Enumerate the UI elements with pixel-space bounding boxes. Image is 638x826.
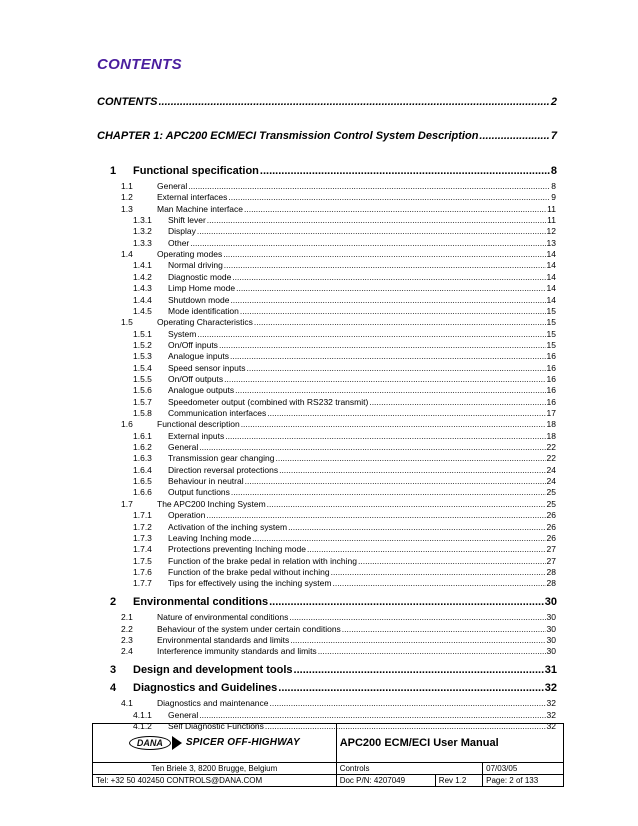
- toc-entry-label: Diagnostic mode: [168, 271, 232, 282]
- toc-entry-label: Nature of environmental conditions: [157, 612, 289, 623]
- toc-leader-dots: [199, 442, 545, 452]
- toc-entry[interactable]: [133, 260, 556, 270]
- toc-entry-label: Protections preventing Inching mode: [168, 544, 306, 555]
- toc-leader-dots: [342, 624, 546, 634]
- toc-entry[interactable]: [133, 215, 556, 225]
- toc-entry-page: 25: [546, 487, 556, 498]
- toc-entry-label: Operation: [168, 510, 206, 521]
- toc-entry-page: 26: [546, 510, 556, 521]
- toc-leader-dots: [318, 646, 546, 656]
- toc-entry[interactable]: [133, 295, 556, 305]
- toc-entry[interactable]: [121, 317, 556, 327]
- toc-leader-dots: [224, 374, 545, 384]
- toc-entry-number: 2.4: [121, 646, 133, 657]
- toc-entry-page: 16: [546, 385, 556, 396]
- toc-entry-number: 1.4: [121, 249, 133, 260]
- toc-entry[interactable]: [133, 238, 556, 248]
- toc-entry[interactable]: [121, 419, 556, 429]
- toc-leader-dots: [228, 192, 550, 202]
- toc-entry-number: 1.3.2: [133, 226, 152, 237]
- toc-entry-page: 27: [546, 544, 556, 555]
- toc-entry[interactable]: [121, 635, 556, 645]
- toc-entry-page: 28: [546, 578, 556, 589]
- toc-entry-page: 15: [546, 317, 556, 328]
- toc-entry-page: 14: [546, 260, 556, 271]
- toc-entry-page: 30: [546, 612, 556, 623]
- toc-entry-page: 24: [546, 464, 556, 475]
- toc-leader-dots: [267, 499, 546, 509]
- toc-entry-label: Interference immunity standards and limits: [157, 646, 317, 657]
- toc-leader-dots: [289, 612, 545, 622]
- toc-entry[interactable]: [121, 698, 556, 708]
- toc-entry-label: Transmission gear changing: [168, 453, 275, 464]
- toc-entry-number: 1.6: [121, 419, 133, 430]
- toc-leader-dots: [190, 238, 545, 248]
- toc-entry-label: Behaviour of the system under certain conditions: [157, 623, 341, 634]
- toc-entry-number: 1.5.7: [133, 396, 152, 407]
- toc-entry-page: 18: [546, 419, 556, 430]
- toc-entry[interactable]: [133, 578, 556, 588]
- toc-entry-page: 30: [546, 623, 556, 634]
- toc-leader-dots: [230, 351, 546, 361]
- toc-leader-dots: [245, 476, 546, 486]
- toc-entry-label: Other: [168, 237, 190, 248]
- toc-entry-page: 7: [550, 130, 557, 142]
- toc-entry-label: External inputs: [168, 430, 225, 441]
- logo-cell: [93, 724, 337, 763]
- toc-entry-page: 18: [546, 430, 556, 441]
- toc-entry-number: 1.7: [121, 498, 133, 509]
- toc-entry-number: 1.5.2: [133, 339, 152, 350]
- toc-entry-page: 8: [551, 181, 556, 191]
- toc-leader-dots: [290, 635, 545, 645]
- toc-entry-page: 14: [546, 271, 556, 282]
- toc-entry-number: 1.6.6: [133, 487, 152, 498]
- toc-entry-number: 1.6.1: [133, 430, 152, 441]
- toc-entry-label: Function of the brake pedal in relation with inching: [168, 555, 358, 566]
- toc-leader-dots: [235, 385, 545, 395]
- toc-leader-dots: [236, 283, 545, 293]
- toc-entry-page: 14: [546, 294, 556, 305]
- toc-entry-number: 4.1.2: [133, 721, 152, 731]
- toc-entry-page: 32: [544, 682, 557, 695]
- toc-entry-number: 1.7.6: [133, 566, 152, 577]
- toc-entry-page: 32: [546, 698, 556, 709]
- toc-entry-number: 1.5.5: [133, 373, 152, 384]
- toc-leader-dots: [240, 306, 546, 316]
- toc-leader-dots: [269, 596, 544, 608]
- toc-entry-number: 1.6.4: [133, 464, 152, 475]
- toc-leader-dots: [307, 544, 546, 554]
- toc-entry-label: General: [168, 709, 199, 720]
- toc-entry-label: Speed sensor inputs: [168, 362, 246, 373]
- toc-entry-number: 1.7.2: [133, 521, 152, 532]
- toc-entry-label: The APC200 Inching System: [157, 498, 266, 509]
- toc-entry-number: 1.5.8: [133, 408, 152, 418]
- toc-entry-label: Function of the brake pedal without inching: [168, 566, 330, 577]
- toc-entry-number: 2.2: [121, 623, 133, 634]
- toc-entry-label: Operating modes: [157, 249, 223, 260]
- toc-entry-page: 9: [551, 192, 556, 203]
- toc-leader-dots: [332, 578, 545, 588]
- toc-entry[interactable]: [133, 453, 556, 463]
- toc-entry-page: 30: [544, 596, 557, 609]
- page-footer: [92, 723, 564, 787]
- toc-leader-dots: [206, 510, 545, 520]
- toc-entry[interactable]: [133, 556, 556, 566]
- toc-entry-page: 8: [550, 165, 557, 177]
- toc-entry-number: 1: [110, 165, 117, 177]
- toc-entry-number: 1.4.5: [133, 305, 152, 316]
- toc-entry-label: Functional specification: [133, 165, 259, 177]
- toc-leader-dots: [197, 329, 545, 339]
- toc-entry-page: 24: [546, 476, 556, 487]
- toc-entry[interactable]: [97, 130, 557, 142]
- toc-entry-label: On/Off inputs: [168, 339, 218, 350]
- address: Ten Briele 3, 8200 Brugge, Belgium: [93, 762, 337, 774]
- revision: Rev 1.2: [435, 774, 482, 786]
- toc-entry-label: CONTENTS: [97, 96, 158, 108]
- toc-leader-dots: [479, 130, 549, 142]
- toc-entry-page: 11: [547, 215, 556, 226]
- toc-entry[interactable]: [121, 646, 556, 656]
- toc-leader-dots: [294, 664, 544, 676]
- toc-entry-number: 1.5: [121, 317, 133, 328]
- toc-entry[interactable]: [133, 476, 556, 486]
- toc-leader-dots: [369, 397, 545, 407]
- toc-entry-page: 25: [546, 498, 556, 509]
- manual-title-cell: [336, 724, 563, 763]
- toc-entry[interactable]: [121, 204, 556, 214]
- toc-leader-dots: [331, 567, 546, 577]
- toc-leader-dots: [224, 260, 546, 270]
- toc-entry-number: 3: [110, 664, 117, 677]
- toc-entry-label: System: [168, 328, 197, 339]
- toc-entry-number: 1.5.4: [133, 362, 152, 373]
- toc-entry-number: 1.4.1: [133, 260, 152, 271]
- toc-leader-dots: [358, 556, 546, 566]
- toc-entry-number: 1.2: [121, 192, 133, 203]
- toc-leader-dots: [199, 710, 545, 720]
- toc-entry-page: 14: [546, 249, 556, 260]
- toc-entry-number: 1.6.3: [133, 453, 152, 464]
- toc-entry-label: Tips for effectively using the inching system: [168, 578, 332, 589]
- toc-entry-page: 22: [546, 453, 556, 464]
- toc-leader-dots: [159, 96, 550, 108]
- toc-entry-label: Communication interfaces: [168, 408, 267, 418]
- toc-entry-page: 16: [546, 373, 556, 384]
- toc-leader-dots: [241, 419, 546, 429]
- toc-entry[interactable]: [133, 226, 556, 236]
- toc-entry-number: 4: [110, 682, 117, 695]
- toc-entry-page: 2: [550, 96, 557, 108]
- toc-entry[interactable]: [121, 499, 556, 509]
- toc-leader-dots: [275, 453, 545, 463]
- toc-entry-page: 31: [544, 664, 557, 677]
- toc-entry-label: Normal driving: [168, 260, 223, 271]
- toc-entry-label: Man Machine interface: [157, 203, 243, 214]
- toc-entry[interactable]: [110, 165, 557, 177]
- toc-entry[interactable]: [133, 272, 556, 282]
- toc-entry-number: 1.6.5: [133, 476, 152, 487]
- toc-entry-page: 32: [546, 709, 556, 720]
- toc-entry-number: 1.7.1: [133, 510, 152, 521]
- contents-heading: CONTENTS: [97, 56, 182, 73]
- toc-leader-dots: [207, 215, 546, 225]
- manual-title: APC200 ECM/ECI User Manual: [339, 736, 499, 749]
- toc-entry-page: 26: [546, 521, 556, 532]
- toc-entry-page: 17: [546, 408, 556, 418]
- toc-entry-label: Design and development tools: [133, 664, 293, 677]
- toc-entry-label: Diagnostics and maintenance: [157, 698, 269, 709]
- toc-entry-label: Limp Home mode: [168, 283, 236, 294]
- toc-entry-label: General: [157, 181, 188, 191]
- toc-entry-number: 1.5.3: [133, 351, 152, 362]
- toc-entry-page: 15: [546, 305, 556, 316]
- toc-entry-number: 1.7.4: [133, 544, 152, 555]
- toc-entry-page: 27: [546, 555, 556, 566]
- toc-entry-label: Leaving Inching mode: [168, 532, 252, 543]
- toc-entry-label: Output functions: [168, 487, 230, 498]
- toc-entry-number: 1.4.2: [133, 271, 152, 282]
- toc-entry-page: 11: [547, 203, 556, 214]
- toc-entry[interactable]: [133, 385, 556, 395]
- toc-entry-page: 26: [546, 532, 556, 543]
- toc-leader-dots: [232, 272, 545, 282]
- toc-entry-number: 1.5.6: [133, 385, 152, 396]
- toc-entry[interactable]: [121, 249, 556, 259]
- toc-entry-number: 1.1: [121, 181, 133, 191]
- toc-entry-number: 4.1.1: [133, 709, 152, 720]
- toc-entry-page: 30: [546, 646, 556, 657]
- toc-leader-dots: [278, 682, 543, 694]
- toc-entry-number: 1.4.4: [133, 294, 152, 305]
- toc-entry[interactable]: [110, 664, 557, 676]
- toc-entry-page: 16: [546, 351, 556, 362]
- toc-entry-number: 1.4.3: [133, 283, 152, 294]
- toc-entry[interactable]: [110, 596, 557, 608]
- toc-entry[interactable]: [133, 329, 556, 339]
- spicer-logo-text: SPICER OFF-HIGHWAY: [185, 737, 300, 749]
- toc-entry-label: Diagnostics and Guidelines: [133, 682, 278, 695]
- toc-entry[interactable]: [133, 374, 556, 384]
- toc-entry[interactable]: [97, 96, 557, 108]
- toc-entry-number: 1.7.5: [133, 555, 152, 566]
- page-number: Page: 2 of 133: [483, 774, 564, 786]
- toc-entry[interactable]: [121, 181, 556, 191]
- toc-entry[interactable]: [110, 682, 557, 694]
- toc-entry-label: CHAPTER 1: APC200 ECM/ECI Transmission Control System Description: [97, 130, 479, 142]
- toc-entry-number: 2.1: [121, 612, 133, 623]
- toc-entry[interactable]: [133, 510, 556, 520]
- toc-entry-page: 15: [546, 339, 556, 350]
- toc-entry-number: 1.5.1: [133, 328, 152, 339]
- toc-entry[interactable]: [133, 363, 556, 373]
- toc-entry[interactable]: [133, 487, 556, 497]
- dana-spicer-logo: [129, 736, 300, 750]
- toc-entry-page: 15: [546, 328, 556, 339]
- toc-entry[interactable]: [133, 442, 556, 452]
- toc-entry-label: Functional description: [157, 419, 240, 430]
- toc-entry[interactable]: [121, 624, 556, 634]
- toc-entry[interactable]: [133, 567, 556, 577]
- toc-leader-dots: [260, 165, 550, 177]
- toc-entry-page: 13: [546, 237, 556, 248]
- toc-leader-dots: [247, 363, 546, 373]
- toc-entry-page: 28: [546, 566, 556, 577]
- toc-leader-dots: [197, 226, 546, 236]
- toc-entry[interactable]: [133, 397, 556, 407]
- toc-entry-number: 1.7.3: [133, 532, 152, 543]
- toc-entry-number: 2: [110, 596, 117, 609]
- toc-entry-label: Environmental standards and limits: [157, 634, 290, 645]
- toc-entry-label: General: [168, 442, 199, 453]
- toc-entry-label: Shift lever: [168, 215, 206, 226]
- toc-entry-label: On/Off outputs: [168, 373, 224, 384]
- toc-leader-dots: [219, 340, 546, 350]
- toc-entry[interactable]: [121, 192, 556, 202]
- toc-entry-page: 32: [546, 721, 556, 731]
- toc-entry-page: 14: [546, 283, 556, 294]
- toc-entry-label: External interfaces: [157, 192, 228, 203]
- toc-leader-dots: [230, 295, 545, 305]
- toc-entry-number: 1.7.7: [133, 578, 152, 589]
- toc-entry-label: Speedometer output (combined with RS232 transmit): [168, 396, 369, 407]
- toc-entry-label: Shutdown mode: [168, 294, 230, 305]
- logo-arrow-icon: [172, 736, 182, 750]
- toc-entry-page: 16: [546, 362, 556, 373]
- toc-leader-dots: [288, 522, 545, 532]
- toc-leader-dots: [254, 317, 546, 327]
- toc-entry-label: Behaviour in neutral: [168, 476, 244, 487]
- toc-entry-number: 1.6.2: [133, 442, 152, 453]
- toc-entry-page: 22: [546, 442, 556, 453]
- toc-entry-label: Self Diagnostic Functions: [168, 721, 264, 731]
- toc-leader-dots: [244, 204, 546, 214]
- toc-entry-page: 12: [546, 226, 556, 237]
- toc-entry-page: 16: [546, 396, 556, 407]
- contact: Tel: +32 50 402450 CONTROLS@DANA.COM: [93, 774, 337, 786]
- toc-entry-number: 1.3.1: [133, 215, 152, 226]
- toc-entry[interactable]: [133, 533, 556, 543]
- toc-entry[interactable]: [133, 431, 556, 441]
- toc-entry[interactable]: [133, 351, 556, 361]
- toc-entry[interactable]: [133, 340, 556, 350]
- dana-logo: DANA: [129, 736, 171, 750]
- toc-leader-dots: [231, 487, 546, 497]
- toc-entry-label: Display: [168, 226, 196, 237]
- toc-entry-label: Environmental conditions: [133, 596, 269, 609]
- toc-entry-number: 1.3: [121, 203, 133, 214]
- toc-entry[interactable]: [133, 522, 556, 532]
- toc-entry-number: 4.1: [121, 698, 133, 709]
- toc-entry-label: Direction reversal protections: [168, 464, 279, 475]
- toc-leader-dots: [223, 249, 545, 259]
- toc-entry[interactable]: [121, 612, 556, 622]
- toc-entry-label: Operating Characteristics: [157, 317, 253, 328]
- department: Controls: [336, 762, 482, 774]
- toc-entry-label: Analogue inputs: [168, 351, 229, 362]
- toc-entry-label: Activation of the inching system: [168, 521, 288, 532]
- toc-entry[interactable]: [133, 306, 556, 316]
- toc-leader-dots: [267, 408, 545, 418]
- doc-pn: Doc P/N: 4207049: [336, 774, 435, 786]
- toc-entry-number: 1.3.3: [133, 237, 152, 248]
- toc-entry-label: Mode identification: [168, 305, 239, 316]
- toc-leader-dots: [279, 465, 545, 475]
- toc-leader-dots: [252, 533, 545, 543]
- toc-entry[interactable]: [133, 465, 556, 475]
- date: 07/03/05: [483, 762, 564, 774]
- toc-entry[interactable]: [133, 544, 556, 554]
- toc-leader-dots: [270, 698, 546, 708]
- toc-leader-dots: [225, 431, 545, 441]
- toc-entry-number: 2.3: [121, 634, 133, 645]
- toc-leader-dots: [188, 181, 550, 191]
- toc-entry[interactable]: [133, 710, 556, 720]
- toc-entry-page: 30: [546, 634, 556, 645]
- toc-entry[interactable]: [133, 283, 556, 293]
- toc-entry[interactable]: [133, 408, 556, 418]
- toc-entry-label: Analogue outputs: [168, 385, 235, 396]
